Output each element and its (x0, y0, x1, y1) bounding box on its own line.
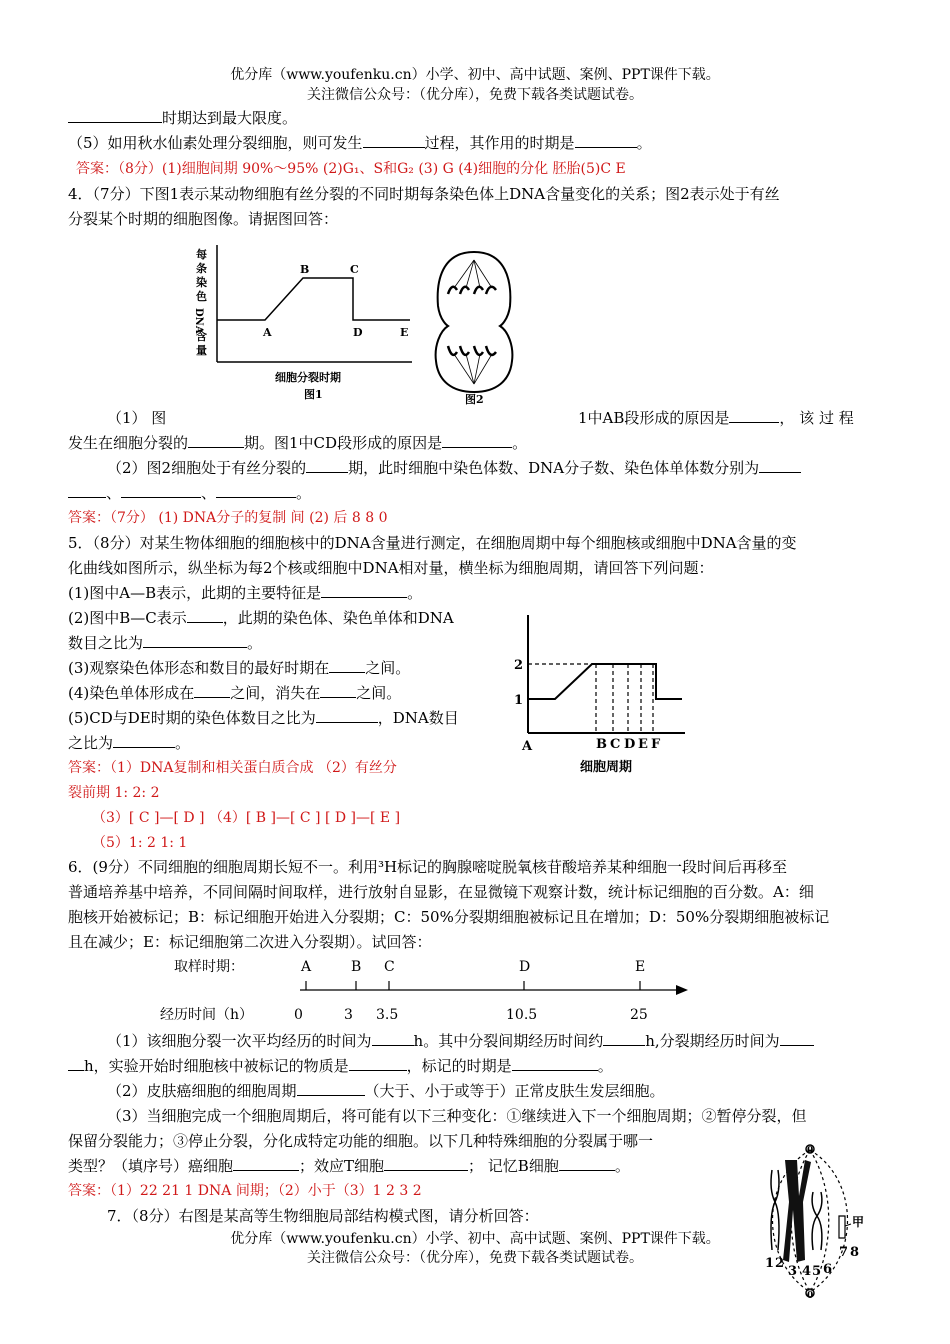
q4-answer: 答案：（7分） (1) DNA分子的复制 间 (2) 后 8 8 0 (68, 510, 388, 526)
q4-fig1-ylabel (193, 247, 207, 357)
answer-blank (575, 131, 637, 148)
answer-blank (121, 481, 201, 498)
answer-blank (349, 1054, 407, 1071)
q6-stem-2: 普通培养基中培养，不同间隔时间取样，进行放射自显影，在显微镜下观察计数，统计标记细胞的百分数。A：细 (68, 883, 814, 901)
answer-blank (559, 1154, 615, 1171)
x-axis-label: 细胞周期 (580, 760, 633, 775)
answer-blank (512, 1054, 598, 1071)
ylabel-char: 含 (196, 330, 207, 343)
answer-blank (233, 1154, 299, 1171)
footer-line-2: 关注微信公众号：（优分库），免费下载各类试题试卷。 (307, 1250, 643, 1266)
q5-s2-b: 数目之比为 。 (68, 631, 262, 655)
q6-answer: 答案：（1）22 21 1 DNA 间期；（2）小于（3）1 2 3 2 (68, 1183, 422, 1199)
fig-number: 4 (802, 1264, 812, 1279)
answer-blank (113, 731, 175, 748)
header-line-1: 优分库（www.youfenku.cn）小学、初中、高中试题、案例、PPT课件下载。 (230, 67, 720, 83)
pole-label: 0 (807, 1291, 814, 1301)
answer-blank (363, 131, 425, 148)
q5-s5-b: 之比为 。 (68, 731, 190, 755)
timeline-time: 3 (344, 1007, 353, 1023)
answer-blank (68, 481, 106, 498)
x-label-f: F (651, 737, 661, 752)
y-tick-label: 1 (514, 693, 524, 708)
answer-blank (603, 1029, 645, 1046)
answer-blank (329, 656, 365, 673)
fig-number: 1 (765, 1256, 775, 1271)
q4-stem-1: 4．（7分）下图1表示某动物细胞有丝分裂的不同时期每条染色体上DNA含量变化的关系；图2表示处于有丝 (68, 185, 780, 203)
timeline-time: 10.5 (506, 1007, 538, 1023)
header-line-2: 关注微信公众号：（优分库），免费下载各类试题试卷。 (307, 87, 643, 103)
q5-answer-2: 裂前期 1: 2: 2 (68, 785, 160, 801)
q6-stem-4: 且在减少；E：标记细胞第二次进入分裂期）。试回答： (68, 933, 432, 951)
answer-blank (297, 1079, 365, 1096)
point-label-e: E (400, 326, 409, 339)
cell-membrane (436, 252, 513, 392)
x-label-a: A (522, 739, 533, 754)
x-label-c: C (610, 737, 621, 752)
q4-figure-2 (424, 246, 524, 406)
point-label-c: C (350, 263, 359, 276)
fig-number: 5 (812, 1264, 822, 1279)
ylabel-char: DNA (193, 308, 204, 334)
timeline-time: 25 (630, 1007, 648, 1023)
q7-figure (755, 1140, 885, 1304)
point-label-b: B (300, 263, 310, 276)
q5-graph (510, 605, 690, 777)
q3-line-b: （5）如用秋水仙素处理分裂细胞，则可发生 过程，其作用的时期是 。 (68, 131, 652, 155)
fig-number: 7 (839, 1245, 849, 1260)
ylabel-char: 量 (196, 344, 207, 357)
q6-p1-b: h，实验开始时细胞核中被标记的物质是 ，标记的时期是 。 (68, 1054, 613, 1078)
point-label-a: A (263, 326, 272, 339)
answer-blank (143, 631, 247, 648)
q3-line-a: 时期达到最大限度。 (68, 106, 297, 130)
x-label-e: E (638, 737, 648, 752)
q6-p3-a: （3）当细胞完成一个细胞周期后，将可能有以下三种变化：①继续进入下一个细胞周期；②暂停分裂，但 (107, 1107, 807, 1125)
q5-s1: (1)图中A—B表示，此期的主要特征是 。 (68, 581, 422, 605)
q4-p1-b: 1中AB段形成的原因是 ， 该 过 程 (578, 406, 854, 430)
q4-figure-1 (190, 240, 420, 405)
timeline-label-bottom: 经历时间（h） (160, 1007, 254, 1023)
timeline-label-top: 取样时期： (174, 959, 244, 975)
q4-stem-2: 分裂某个时期的细胞图像。请据图回答： (68, 210, 339, 228)
timeline-letter: D (519, 959, 531, 975)
label-pointer (845, 1224, 851, 1226)
q6-stem-1: 6．(9分）不同细胞的细胞周期长短不一。利用³H标记的胸腺嘧啶脱氧核苷酸培养某种细胞一段时间后再移至 (68, 858, 788, 876)
timeline-arrow (676, 985, 688, 995)
answer-blank (759, 456, 801, 473)
answer-blank (442, 431, 512, 448)
ylabel-char: 每 (196, 248, 207, 261)
spindle-fibers (454, 260, 492, 384)
x-label-b: B (596, 737, 607, 752)
timeline-letter: A (301, 959, 312, 975)
answer-blank (68, 106, 162, 123)
q5-stem-1: 5．（8分）对某生物体细胞的细胞核中的DNA含量进行测定，在细胞周期中每个细胞核或细胞中DNA含量的变 (68, 534, 797, 552)
answer-blank (729, 406, 779, 423)
answer-blank (188, 431, 244, 448)
answer-blank (316, 706, 378, 723)
answer-blank (384, 1154, 468, 1171)
q5-s3: (3)观察染色体形态和数目的最好时期在 之间。 (68, 656, 410, 680)
q4-p1-a: （1） 图 (107, 409, 167, 427)
q3-answer: 答案：（8分）(1)细胞间期 90%～95% (2)G₁、S和G₂ (3) G (4)细胞的分化 胚胎(5)C E (76, 161, 626, 177)
ylabel-char: 色 (196, 290, 207, 303)
y-tick-label: 2 (514, 658, 524, 673)
q4-p1-c: 发生在细胞分裂的 期。图1中CD段形成的原因是 。 (68, 431, 527, 455)
q4-p2-b: 、 、 。 (68, 481, 311, 505)
fig-number: 2 (775, 1256, 785, 1271)
answer-blank (780, 1029, 814, 1046)
fig-number: 3 (788, 1264, 798, 1279)
q5-answer-3: （3）[ C ]—[ D ] （4）[ B ]—[ C ] [ D ]—[ E ] (92, 810, 401, 826)
ylabel-char: 染 (196, 276, 207, 289)
dna-curve (528, 664, 682, 699)
x-label-d: D (624, 737, 636, 752)
q6-p2: （2）皮肤癌细胞的细胞周期 （大于、小于或等于）正常皮肤生发层细胞。 (107, 1079, 665, 1103)
q7-stem: 7．（8分）右图是某高等生物细胞局部结构模式图，请分析回答： (107, 1207, 539, 1225)
timeline-time: 3.5 (376, 1007, 399, 1023)
label-jia: 甲 (852, 1215, 865, 1229)
answer-blank (68, 1054, 84, 1071)
timeline-letter: E (635, 959, 646, 975)
answer-blank (216, 481, 296, 498)
figure-caption: 图1 (304, 388, 323, 401)
timeline-time: 0 (294, 1007, 303, 1023)
q4-p2-a: （2）图2细胞处于有丝分裂的 期，此时细胞中染色体数、DNA分子数、染色体单体数分别为 (107, 456, 801, 480)
ylabel-char: 条 (196, 262, 207, 275)
point-label-d: D (353, 326, 363, 339)
pole-label: 0 (807, 1146, 814, 1156)
answer-blank (187, 606, 223, 623)
figure-caption: 图2 (465, 393, 484, 406)
chromosomes (448, 287, 496, 355)
timeline-letter: B (351, 959, 362, 975)
q5-answer-4: （5）1: 2 1: 1 (92, 835, 188, 851)
q5-s2-a: (2)图中B—C表示 ，此期的染色体、染色单体和DNA (68, 606, 454, 630)
q5-s5-a: (5)CD与DE时期的染色体数目之比为 ，DNA数目 (68, 706, 459, 730)
fig-number: 6 (823, 1262, 833, 1277)
q6-timeline (150, 955, 710, 1025)
answer-blank (194, 681, 230, 698)
q6-stem-3: 胞核开始被标记；B：标记细胞开始进入分裂期；C：50%分裂期细胞被标记且在增加；D：50%分裂期细胞被标记 (68, 908, 830, 926)
answer-blank (320, 681, 356, 698)
q5-stem-2: 化曲线如图所示，纵坐标为每2个核或细胞中DNA相对量，横坐标为细胞周期，请回答下列问题： (68, 559, 714, 577)
answer-blank (321, 581, 407, 598)
q5-answer-1: 答案：（1）DNA复制和相关蛋白质合成 （2）有丝分 (68, 760, 397, 776)
timeline-letter: C (384, 959, 395, 975)
answer-blank (306, 456, 348, 473)
dna-curve (217, 278, 410, 320)
answer-blank (372, 1029, 414, 1046)
q6-p1-a: （1）该细胞分裂一次平均经历的时间为 h。其中分裂间期经历时间约 h,分裂期经历时间为 (107, 1029, 814, 1053)
q6-p3-c: 类型？（填序号）癌细胞 ；效应T细胞 ； 记忆B细胞 。 (68, 1154, 630, 1178)
q6-p3-b: 保留分裂能力；③停止分裂，分化成特定功能的细胞。以下几种特殊细胞的分裂属于哪一 (68, 1132, 654, 1150)
footer-line-1: 优分库（www.youfenku.cn）小学、初中、高中试题、案例、PPT课件下载。 (230, 1231, 720, 1247)
q5-s4: (4)染色单体形成在 之间，消失在 之间。 (68, 681, 401, 705)
x-axis-label: 细胞分裂时期 (275, 371, 341, 384)
fig-number: 8 (850, 1245, 860, 1260)
